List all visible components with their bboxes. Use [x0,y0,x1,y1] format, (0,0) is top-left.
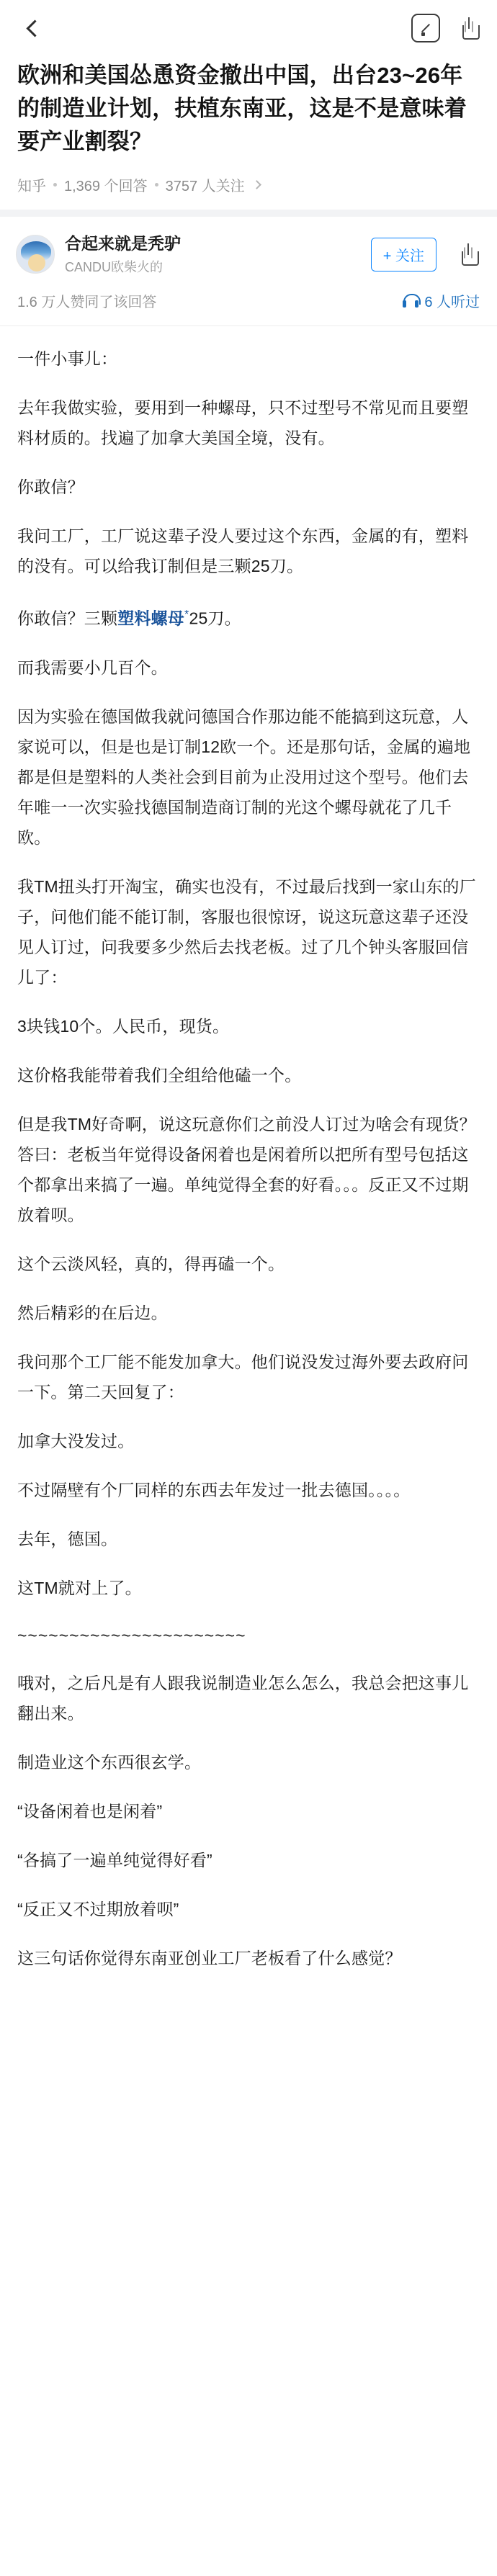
paragraph: “设备闲着也是闲着” [17,1801,163,1821]
followers-count[interactable]: 3757 人关注 [165,179,245,194]
paragraph-text-before: 你敢信？三颗 [17,609,118,628]
author-name[interactable]: 合起来就是秃驴 [65,234,181,253]
paragraph: 而我需要小几百个。 [17,658,168,677]
paragraph-text-after: 25刀。 [189,609,241,628]
paragraph: 这个云淡风轻，真的，得再磕一个。 [17,1254,285,1273]
avatar[interactable] [16,235,55,274]
chevron-right-icon [252,180,261,189]
answer-body [0,326,497,2021]
headphone-icon [403,294,418,308]
paragraph: “反正又不过期放着呗” [17,1899,179,1918]
paragraph: “各搞了一遍单纯觉得好看” [17,1850,212,1870]
share-icon[interactable] [457,242,481,266]
votes-label: 1.6 万人赞同了该回答 [17,295,157,310]
paragraph: 我问工厂，工厂说这辈子没人要过这个东西，金属的有，塑料的没有。可以给我订制但是三颗25刀。 [17,526,469,575]
meta-dot-icon [155,183,158,187]
answer-stats [0,283,497,326]
question-meta [0,158,497,210]
meta-dot-icon [53,183,57,187]
link-superscript: * [184,609,189,621]
paragraph: 然后精彩的在后边。 [17,1303,168,1322]
listeners-label: 6 人听过 [424,295,480,310]
author-row [0,217,497,283]
back-button[interactable] [16,12,49,45]
follow-button[interactable]: + 关注 [371,238,436,271]
share-button[interactable] [448,12,481,45]
top-bar-actions [409,12,481,45]
author-info [65,233,361,276]
paragraph: 哦对，之后凡是有人跟我说制造业怎么怎么，我总会把这事儿翻出来。 [17,1673,469,1723]
chevron-left-icon [26,19,43,37]
compose-icon [411,14,440,42]
paragraph-with-link [17,600,480,634]
paragraph: 这价格我能带着我们全组给他磕一个。 [17,1065,302,1085]
page-title: 欧洲和美国怂恿资金撤出中国，出台23~26年的制造业计划，扶植东南亚，这是不是意味着要产业割裂？ [17,63,467,154]
paragraph: 不过隔壁有个厂同样的东西去年发过一批去德国。。。。 [17,1480,411,1499]
paragraph: 加拿大没发过。 [17,1431,135,1450]
share-icon [457,16,482,40]
author-description: CANDU欧柴火的 [65,260,164,274]
paragraph: 去年，德国。 [17,1529,118,1548]
source-label: 知乎 [17,179,46,194]
paragraph: 我问那个工厂能不能发加拿大。他们说没发过海外要去政府问一下。第二天回复了： [17,1352,469,1401]
top-bar [0,0,497,56]
separator-text: ~~~~~~~~~~~~~~~~~~~~~~ [17,1625,246,1645]
section-divider [0,210,497,217]
paragraph: 一件小事儿： [17,349,118,368]
paragraph: 我TM扭头打开淘宝，确实也没有，不过最后找到一家山东的厂子，问他们能不能订制，客服也很惊讶，说这玩意这辈子还没见人订过，问我要多少然后去找老板。过了几个钟头客服回信儿了： [17,876,476,987]
inline-link[interactable]: 塑料螺母 [117,609,185,628]
paragraph: 但是我TM好奇啊，说这玩意你们之前没人订过为啥会有现货？答曰：老板当年觉得设备闲着也是闲着所以把所有型号包括这个都拿出来搞了一遍。单纯觉得全套的好看。。。反正又不过期放着呗。 [17,1114,476,1224]
question-header [0,56,497,158]
listen-group[interactable] [403,290,480,311]
votes-group[interactable] [17,290,161,311]
answers-count[interactable]: 1,369 个回答 [64,179,148,194]
paragraph: 这TM就对上了。 [17,1578,142,1597]
paragraph: 3块钱10个。人民币，现货。 [17,1016,230,1036]
paragraph: 你敢信？ [17,477,84,496]
paragraph: 因为实验在德国做我就问德国合作那边能不能搞到这玩意，人家说可以，但是也是订制12欧一个。还是那句话，金属的遍地都是但是塑料的人类社会到目前为止没用过这个型号。他们去年唯一一次实验找德国制造商订制的光这个螺母就花了几千欧。 [17,706,471,847]
compose-button[interactable] [409,12,442,45]
paragraph: 这三句话你觉得东南亚创业工厂老板看了什么感觉？ [17,1948,402,1967]
paragraph: 制造业这个东西很玄学。 [17,1752,202,1772]
paragraph: 去年我做实验，要用到一种螺母，只不过型号不常见而且要塑料材质的。找遍了加拿大美国全境，没有。 [17,398,469,447]
